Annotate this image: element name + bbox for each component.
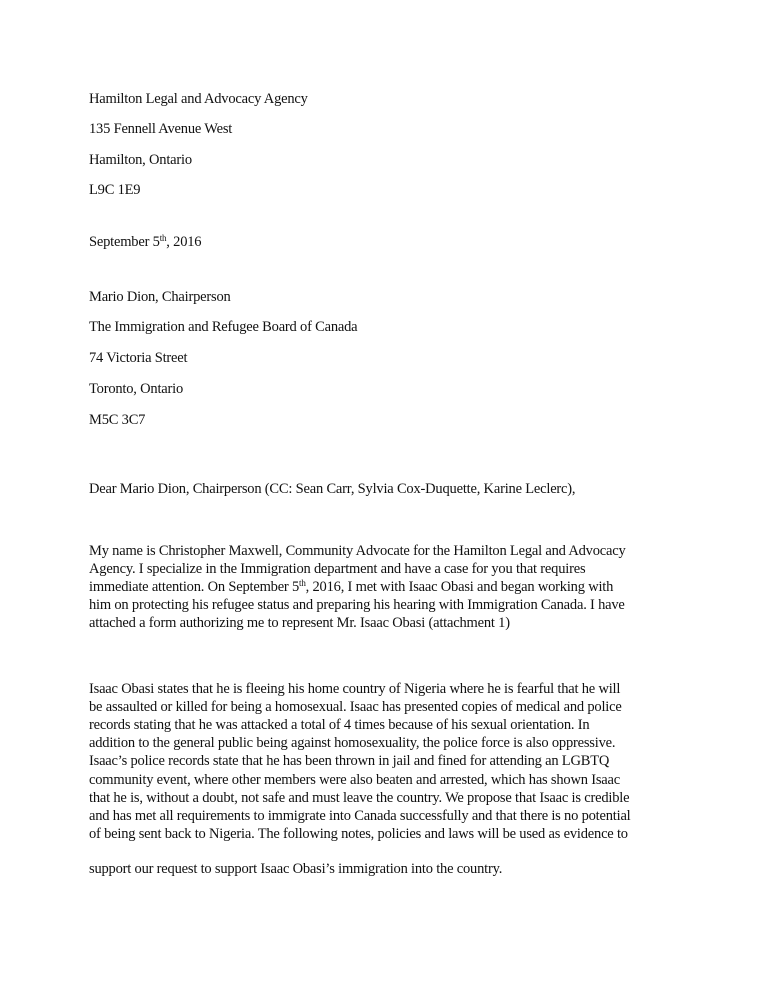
recipient-city: Toronto, Ontario <box>89 381 184 397</box>
paragraph-line: that he is, without a doubt, not safe and must leave the country. We propose that Isaac is credible <box>89 790 630 806</box>
recipient-street: 74 Victoria Street <box>89 350 188 366</box>
paragraph-line: of being sent back to Nigeria. The following notes, policies and laws will be used as evidence to <box>89 826 628 842</box>
sender-org: Hamilton Legal and Advocacy Agency <box>89 91 308 107</box>
superscript: th <box>299 578 306 588</box>
recipient-postal: M5C 3C7 <box>89 412 146 428</box>
recipient-name: Mario Dion, Chairperson <box>89 289 231 305</box>
paragraph-line: Isaac Obasi states that he is fleeing his home country of Nigeria where he is fearful that he will <box>89 681 621 697</box>
date-text: September 5 <box>89 234 160 250</box>
text-segment: , 2016, I met with Isaac Obasi and began working with <box>305 579 614 595</box>
sender-postal: L9C 1E9 <box>89 182 141 198</box>
paragraph-line: records stating that he was attacked a total of 4 times because of his sexual orientation. In <box>89 717 590 733</box>
paragraph-line: him on protecting his refugee status and preparing his hearing with Immigration Canada. I have <box>89 597 625 613</box>
salutation: Dear Mario Dion, Chairperson (CC: Sean Carr, Sylvia Cox-Duquette, Karine Leclerc), <box>89 481 576 497</box>
sender-city: Hamilton, Ontario <box>89 152 192 168</box>
paragraph-line: addition to the general public being against homosexuality, the police force is also oppressive. <box>89 735 616 751</box>
paragraph-line <box>89 578 613 596</box>
paragraph-line: community event, where other members were also beaten and arrested, which has shown Isaac <box>89 772 620 788</box>
paragraph-line: support our request to support Isaac Obasi’s immigration into the country. <box>89 861 503 877</box>
paragraph-line: be assaulted or killed for being a homosexual. Isaac has presented copies of medical and police <box>89 699 622 715</box>
date-suffix: th <box>159 233 167 243</box>
date-year: , 2016 <box>166 234 202 250</box>
recipient-org: The Immigration and Refugee Board of Canada <box>89 319 358 335</box>
paragraph-line: attached a form authorizing me to represent Mr. Isaac Obasi (attachment 1) <box>89 615 510 631</box>
letter-date <box>89 233 201 251</box>
paragraph-line: and has met all requirements to immigrate into Canada successfully and that there is no potential <box>89 808 631 824</box>
paragraph-line: Agency. I specialize in the Immigration department and have a case for you that requires <box>89 561 586 577</box>
paragraph-line: My name is Christopher Maxwell, Community Advocate for the Hamilton Legal and Advocacy <box>89 543 626 559</box>
text-segment: immediate attention. On September 5 <box>89 579 300 595</box>
paragraph-line: Isaac’s police records state that he has been thrown in jail and fined for attending an LGBTQ <box>89 753 610 769</box>
sender-street: 135 Fennell Avenue West <box>89 121 233 137</box>
